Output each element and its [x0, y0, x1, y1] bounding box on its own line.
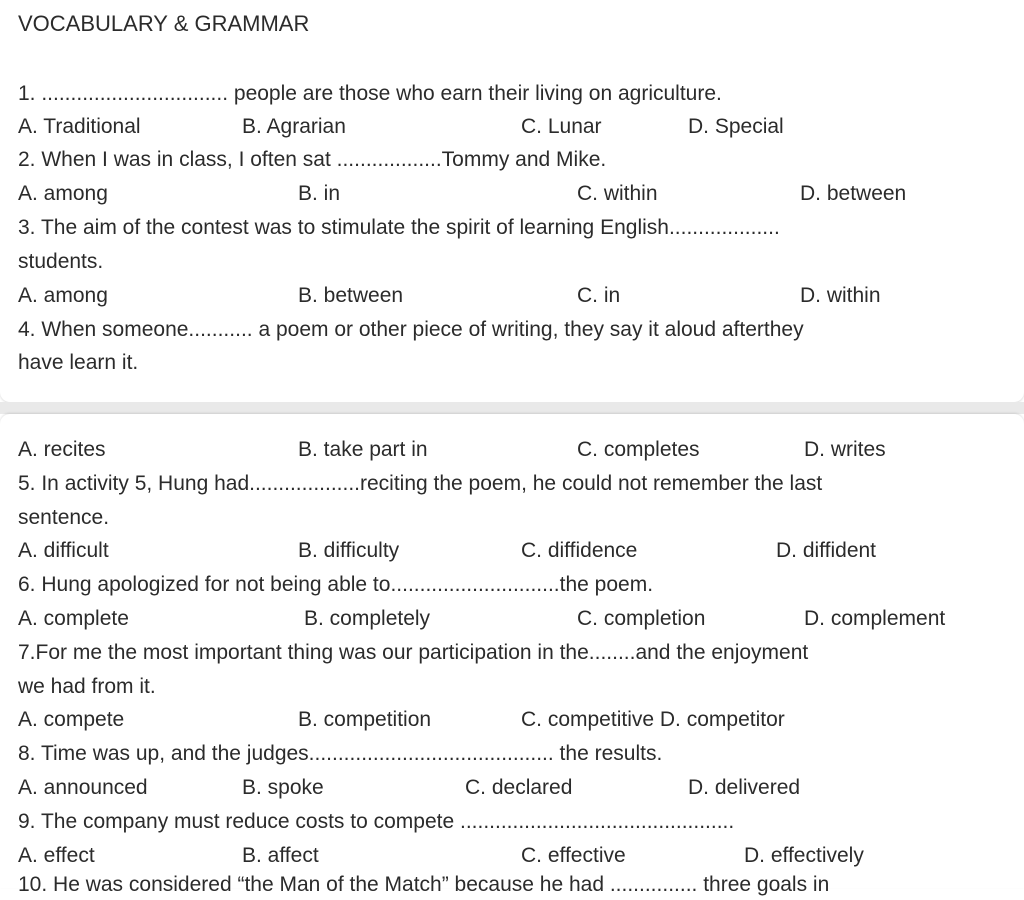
q3-option-c: C. in: [577, 284, 621, 307]
q8-option-b: B. spoke: [242, 776, 324, 799]
q8-option-c: C. declared: [465, 776, 573, 799]
q1-option-c: C. Lunar: [521, 115, 602, 138]
panel-separator: [0, 402, 1024, 414]
question-5-text: 5. In activity 5, Hung had...................reciting the poem, he could not remember the last: [18, 472, 823, 495]
question-2-text: 2. When I was in class, I often sat ..................Tommy and Mike.: [18, 148, 607, 171]
question-8-text: 8. Time was up, and the judges.......................................... the results.: [18, 742, 663, 765]
q6-option-d: D. complement: [804, 607, 946, 630]
question-7-text: 7.For me the most important thing was our participation in the........and the enjoyment: [18, 641, 809, 664]
q3-option-b: B. between: [298, 284, 404, 307]
question-3-text-cont: students.: [18, 250, 104, 273]
q1-option-a: A. Traditional: [18, 115, 141, 138]
question-7-text-cont: we had from it.: [18, 675, 156, 698]
section-title: VOCABULARY & GRAMMAR: [18, 11, 310, 36]
q9-option-a: A. effect: [18, 844, 95, 867]
q1-option-b: B. Agrarian: [242, 115, 346, 138]
question-10-text-cutoff: 10. He was considered “the Man of the Match” because he had ............... three goals in: [18, 873, 830, 896]
q5-option-c: C. diffidence: [521, 539, 638, 562]
q1-option-d: D. Special: [688, 115, 784, 138]
q4-option-d: D. writes: [804, 438, 886, 461]
question-4-text-cont: have learn it.: [18, 351, 139, 374]
q9-option-d: D. effectively: [744, 844, 864, 867]
q4-option-c: C. completes: [577, 438, 700, 461]
q6-option-c: C. completion: [577, 607, 706, 630]
q3-option-d: D. within: [800, 284, 881, 307]
q2-option-b: B. in: [298, 182, 341, 205]
q5-option-a: A. difficult: [18, 539, 109, 562]
question-5-text-cont: sentence.: [18, 506, 110, 529]
question-6-text: 6. Hung apologized for not being able to.............................the poem.: [18, 573, 654, 596]
q4-option-b: B. take part in: [298, 438, 428, 461]
q2-option-c: C. within: [577, 182, 658, 205]
q2-option-a: A. among: [18, 182, 108, 205]
q4-option-a: A. recites: [18, 438, 106, 461]
q5-option-d: D. diffident: [776, 539, 877, 562]
question-9-text: 9. The company must reduce costs to compete ...............................................: [18, 810, 735, 833]
q3-option-a: A. among: [18, 284, 108, 307]
question-1-text: 1. ................................ people are those who earn their living on agriculture.: [18, 82, 722, 105]
q6-option-b: B. completely: [304, 607, 431, 630]
q5-option-b: B. difficulty: [298, 539, 400, 562]
q7-option-c-d: C. competitive D. competitor: [521, 708, 785, 731]
question-3-text: 3. The aim of the contest was to stimulate the spirit of learning English...................: [18, 216, 780, 239]
q2-option-d: D. between: [800, 182, 907, 205]
question-4-text: 4. When someone........... a poem or other piece of writing, they say it aloud afterthey: [18, 318, 804, 341]
q7-option-b: B. competition: [298, 708, 432, 731]
q8-option-a: A. announced: [18, 776, 148, 799]
q9-option-b: B. affect: [242, 844, 319, 867]
q7-option-a: A. compete: [18, 708, 125, 731]
q6-option-a: A. complete: [18, 607, 129, 630]
q8-option-d: D. delivered: [688, 776, 801, 799]
q9-option-c: C. effective: [521, 844, 626, 867]
